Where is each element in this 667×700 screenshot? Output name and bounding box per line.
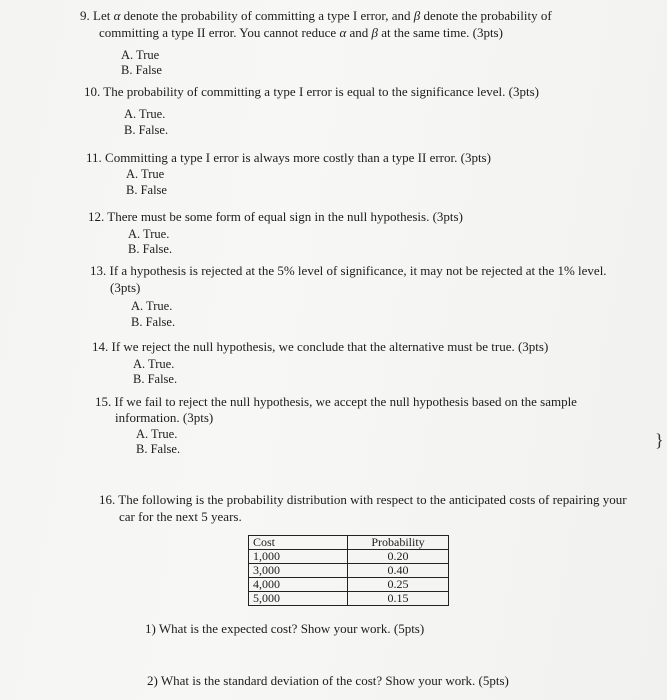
q12-text: 12. There must be some form of equal sign in the null hypothesis. (3pts) — [88, 209, 463, 224]
table-header-probability: Probability — [348, 536, 449, 550]
table-header-row — [249, 536, 449, 550]
q14-option-b: B. False. — [133, 372, 178, 386]
q12-option-a: A. True. — [128, 227, 170, 241]
table-cell-cost: 5,000 — [249, 592, 348, 606]
q11-option-b: B. False — [126, 183, 167, 197]
table-row — [249, 592, 449, 606]
q16-subquestion-1: 1) What is the expected cost? Show your work. (5pts) — [145, 621, 425, 636]
q15-line2: information. (3pts) — [115, 410, 214, 425]
table-cell-probability: 0.15 — [348, 592, 449, 606]
q9-option-a: A. True — [121, 48, 160, 62]
table-row — [249, 550, 449, 564]
table-header-cost: Cost — [249, 536, 348, 550]
q10-option-b: B. False. — [124, 123, 169, 137]
q15-option-a: A. True. — [136, 427, 178, 441]
q9-line1: 9. Let α denote the probability of committing a type I error, and β denote the probability of — [80, 8, 552, 23]
q13-option-a: A. True. — [131, 299, 173, 313]
table-cell-probability: 0.20 — [348, 550, 449, 564]
table-cell-probability: 0.40 — [348, 564, 449, 578]
q10-text: 10. The probability of committing a type I error is equal to the significance level. (3pts) — [84, 84, 539, 99]
alpha-symbol: α — [113, 8, 121, 23]
q16-line2: car for the next 5 years. — [119, 509, 242, 524]
table-cell-cost: 1,000 — [249, 550, 348, 564]
q9-option-b: B. False — [121, 63, 162, 77]
q9-line2: committing a type II error. You cannot reduce α and β at the same time. (3pts) — [99, 25, 503, 40]
q14-text: 14. If we reject the null hypothesis, we conclude that the alternative must be true. (3pts) — [92, 339, 549, 354]
q10-option-a: A. True. — [124, 107, 166, 121]
q15-line1: 15. If we fail to reject the null hypothesis, we accept the null hypothesis based on the sample — [95, 394, 577, 409]
table-cell-cost: 3,000 — [249, 564, 348, 578]
table-cell-probability: 0.25 — [348, 578, 449, 592]
probability-distribution-table — [248, 535, 449, 606]
beta-symbol: β — [413, 8, 421, 23]
table-row — [249, 564, 449, 578]
q16-line1: 16. The following is the probability distribution with respect to the anticipated costs of repairing your — [99, 492, 627, 507]
q13-option-b: B. False. — [131, 315, 176, 329]
edge-bracket-mark: } — [655, 430, 664, 450]
q13-line2: (3pts) — [110, 280, 141, 295]
q11-option-a: A. True — [126, 167, 165, 181]
q16-subquestion-2: 2) What is the standard deviation of the cost? Show your work. (5pts) — [147, 673, 509, 688]
q15-option-b: B. False. — [136, 442, 181, 456]
table-row — [249, 578, 449, 592]
q12-option-b: B. False. — [128, 242, 173, 256]
q11-text: 11. Committing a type I error is always more costly than a type II error. (3pts) — [86, 150, 491, 165]
table-cell-cost: 4,000 — [249, 578, 348, 592]
q13-line1: 13. If a hypothesis is rejected at the 5% level of significance, it may not be rejected at the 1% level. — [90, 263, 607, 278]
q14-option-a: A. True. — [133, 357, 175, 371]
